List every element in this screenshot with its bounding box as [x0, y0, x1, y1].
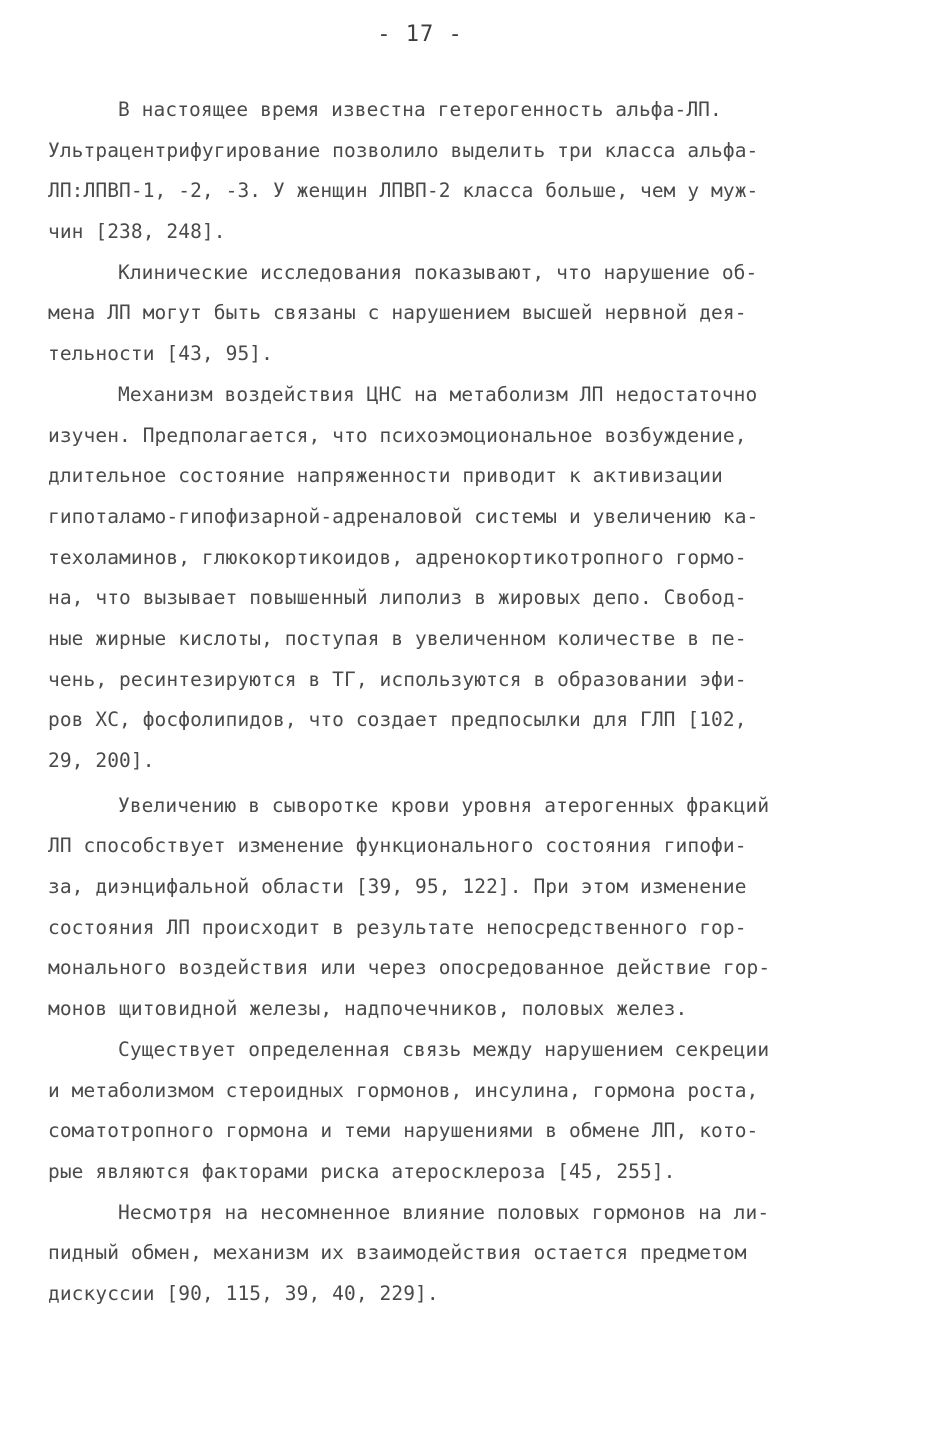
text-line: гипоталамо-гипофизарной-адреналовой системы и увеличению ка- [48, 504, 759, 528]
paragraph-5 [48, 1030, 893, 1193]
text-line: Существует определенная связь между нарушением секреции [118, 1037, 770, 1061]
text-line: тельности [43, 95]. [48, 342, 273, 366]
text-line: Клинические исследования показывают, что нарушение об- [118, 260, 758, 284]
text-line: монов щитовидной железы, надпочечников, половых желез. [48, 997, 688, 1021]
text-line: ЛП способствует изменение функционального состояния гипофи- [48, 834, 747, 858]
text-line: пидный обмен, механизм их взаимодействия остается предметом [48, 1241, 747, 1265]
text-line: за, диэнцифальной области [39, 95, 122]. При этом изменение [48, 875, 747, 899]
text-line: мена ЛП могут быть связаны с нарушением высшей нервной дея- [48, 301, 747, 325]
text-line: Увеличению в сыворотке крови уровня атерогенных фракций [118, 793, 770, 817]
paragraph-4 [48, 786, 893, 1030]
text-line: чин [238, 248]. [48, 220, 226, 244]
text-line: ные жирные кислоты, поступая в увеличенном количестве в пе- [48, 626, 747, 650]
text-line: Ультрацентрифугирование позволило выделить три класса альфа- [48, 138, 759, 162]
text-line: монального воздействия или через опосредованное действие гор- [48, 956, 771, 980]
text-line: состояния ЛП происходит в результате непосредственного гор- [48, 915, 747, 939]
body-text [48, 90, 893, 1315]
text-line: Несмотря на несомненное влияние половых гормонов на ли- [118, 1200, 770, 1224]
paragraph-1 [48, 90, 893, 253]
paragraph-3 [48, 375, 893, 782]
paragraph-2 [48, 253, 893, 375]
text-line: ЛП:ЛПВП-1, -2, -3. У женщин ЛПВП-2 класса больше, чем у муж- [48, 179, 759, 203]
text-line: 29, 200]. [48, 749, 155, 772]
text-line: длительное состояние напряженности приводит к активизации [48, 464, 723, 488]
text-line: рые являются факторами риска атеросклероза [45, 255]. [48, 1159, 676, 1183]
text-line: соматотропного гормона и теми нарушениями в обмене ЛП, кото- [48, 1119, 759, 1143]
text-line: В настоящее время известна гетерогенность альфа-ЛП. [118, 98, 722, 121]
page-number: - 17 - [377, 22, 463, 47]
text-line: и метаболизмом стероидных гормонов, инсулина, гормона роста, [48, 1078, 759, 1102]
text-line: техоламинов, глюкокортикоидов, адренокортикотропного гормо- [48, 545, 747, 569]
text-line: ров ХС, фосфолипидов, что создает предпосылки для ГЛП [102, [48, 708, 747, 732]
text-line: дискуссии [90, 115, 39, 40, 229]. [48, 1281, 439, 1305]
text-line: Механизм воздействия ЦНС на метаболизм ЛП недостаточно [118, 382, 758, 406]
text-line: изучен. Предполагается, что психоэмоциональное возбуждение, [48, 423, 747, 447]
text-line: на, что вызывает повышенный липолиз в жировых депо. Свобод- [48, 586, 747, 610]
text-line: чень, ресинтезируются в ТГ, используются в образовании эфи- [48, 667, 747, 691]
paragraph-6 [48, 1193, 893, 1315]
